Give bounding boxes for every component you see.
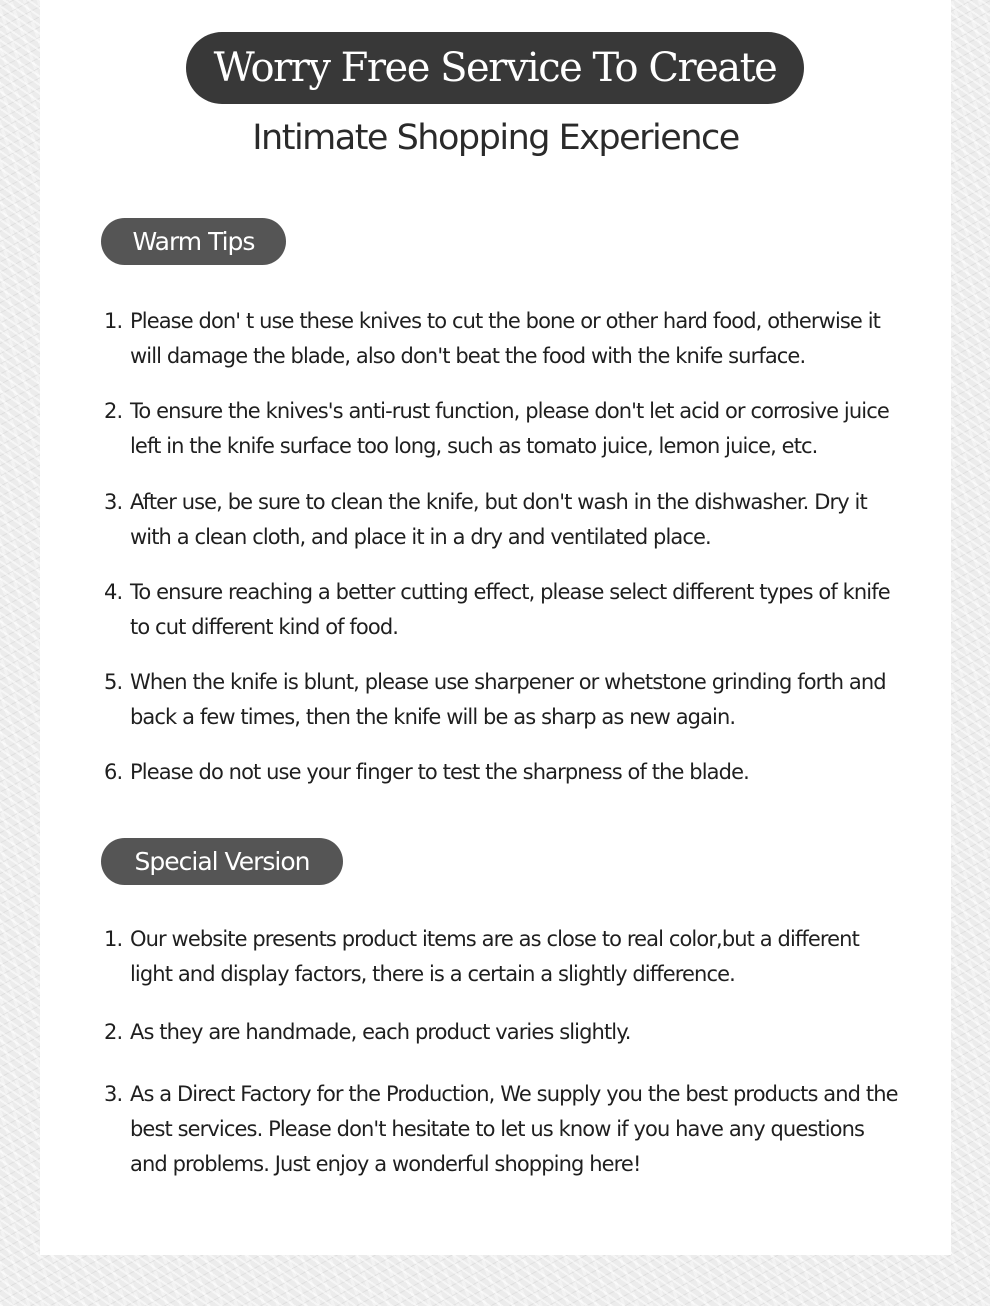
list-item-text: As a Direct Factory for the Production, We supply you the best products and the best services. Please don't hesitate to let us know if you have any questions and problems. Just enjoy a wonderful shopping here! [130,1082,898,1176]
list-item-number: 6. [104,760,123,784]
list-item-number: 1. [104,927,123,951]
special-version-label: Special Version [134,847,310,876]
list-item-text: As they are handmade, each product varies slightly. [130,1020,631,1044]
content-card [40,0,951,1255]
list-item-number: 1. [104,309,123,333]
list-item-text: When the knife is blunt, please use sharpener or whetstone grinding forth and back a few times, then the knife will be as sharp as new again. [130,670,886,729]
list-item-text: Please don' t use these knives to cut the bone or other hard food, otherwise it will damage the blade, also don't beat the food with the knife surface. [130,309,880,368]
list-item [104,922,904,992]
list-item-text: Please do not use your finger to test the sharpness of the blade. [130,760,749,784]
list-item-number: 3. [104,1082,123,1106]
list-item-number: 4. [104,580,123,604]
warm-tips-list [104,304,904,790]
warm-tips-label: Warm Tips [132,227,255,256]
hero-subtitle: Intimate Shopping Experience [252,118,739,158]
list-item-number: 2. [104,1020,123,1044]
list-item [104,755,904,790]
list-item-text: To ensure reaching a better cutting effect, please select different types of knife to cut different kind of food. [130,580,890,639]
list-item [104,665,904,735]
hero-title-banner [186,32,804,104]
list-item [104,304,904,374]
list-item-number: 3. [104,490,123,514]
list-item [104,485,904,555]
warm-tips-badge [101,218,286,265]
list-item [104,1077,904,1182]
list-item [104,394,904,464]
list-item-text: Our website presents product items are as close to real color,but a different light and display factors, there is a certain a slightly difference. [130,927,859,986]
special-version-badge [101,838,343,885]
list-item-text: After use, be sure to clean the knife, but don't wash in the dishwasher. Dry it with a clean cloth, and place it in a dry and ventilated place. [130,490,867,549]
special-version-list [104,922,904,1182]
list-item-number: 5. [104,670,123,694]
list-item [104,575,904,645]
hero-title: Worry Free Service To Create [213,45,777,91]
list-item-text: To ensure the knives's anti-rust function, please don't let acid or corrosive juice left in the knife surface too long, such as tomato juice, lemon juice, etc. [130,399,889,458]
list-item-number: 2. [104,399,123,423]
list-item [104,1015,904,1050]
